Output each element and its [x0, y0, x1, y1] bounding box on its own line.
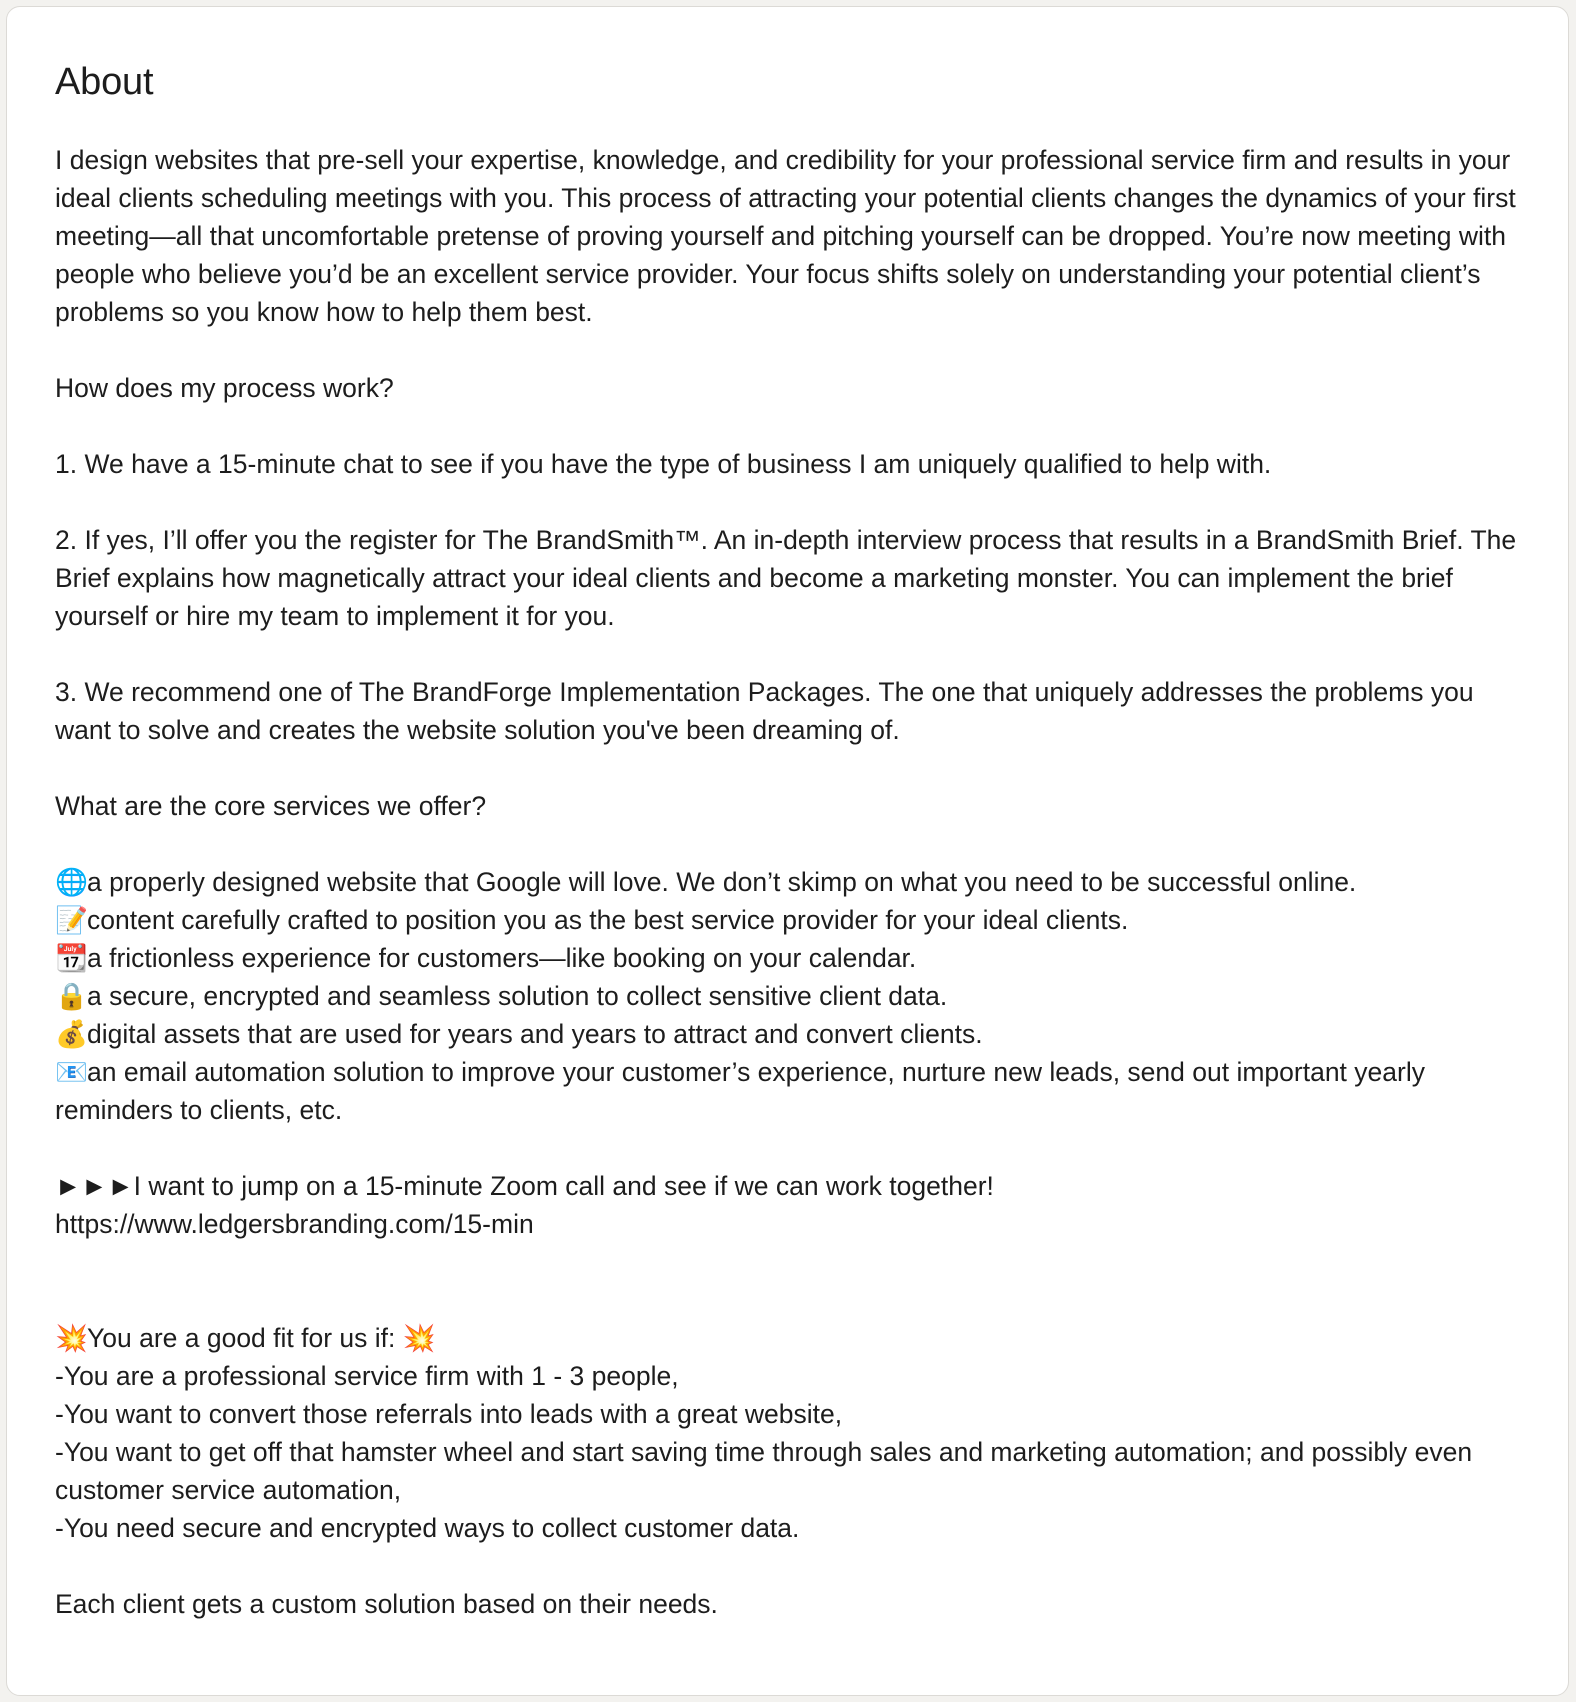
fit-item: -You need secure and encrypted ways to collect customer data.	[55, 1513, 800, 1543]
process-step-3: 3. We recommend one of The BrandForge Implementation Packages. The one that uniquely addresses the problems you want to solve and creates the website solution you've been dreaming of.	[55, 677, 1474, 745]
service-item-website: 🌐a properly designed website that Google will love. We don’t skimp on what you need to be successful online.	[55, 863, 1520, 901]
cta-link: https://www.ledgersbranding.com/15-min	[55, 1209, 534, 1239]
process-heading: How does my process work?	[55, 373, 394, 403]
services-list	[55, 863, 1520, 1129]
intro-paragraph: I design websites that pre-sell your expertise, knowledge, and credibility for your professional service firm and results in your ideal clients scheduling meetings with you. This process of attracting your potential clients changes the dynamics of your first meeting—all that uncomfortable pretense of proving yourself and pitching yourself can be dropped. You’re now meeting with people who believe you’d be an excellent service provider. Your focus shifts solely on understanding your potential client’s problems so you know how to help them best.	[55, 145, 1516, 327]
memo-icon: 📝	[55, 905, 88, 935]
service-item-email: 📧an email automation solution to improve your customer’s experience, nurture new leads, send out important yearly reminders to clients, etc.	[55, 1053, 1520, 1129]
money-bag-icon: 💰	[55, 1019, 88, 1049]
closing-text: Each client gets a custom solution based on their needs.	[55, 1589, 718, 1619]
lock-icon: 🔒	[55, 981, 88, 1011]
service-item-security: 🔒a secure, encrypted and seamless solution to collect sensitive client data.	[55, 977, 1520, 1015]
service-item-content: 📝content carefully crafted to position you as the best service provider for your ideal clients.	[55, 901, 1520, 939]
email-icon: 📧	[55, 1057, 88, 1087]
fit-heading: 💥You are a good fit for us if: 💥	[55, 1319, 1520, 1357]
collision-icon: 💥	[402, 1323, 436, 1353]
collision-icon: 💥	[55, 1323, 88, 1353]
services-heading: What are the core services we offer?	[55, 791, 487, 821]
service-item-booking: 📆a frictionless experience for customers—like booking on your calendar.	[55, 939, 1520, 977]
fit-item: -You want to get off that hamster wheel and start saving time through sales and marketing automation; and possibly even customer service automation,	[55, 1437, 1473, 1505]
calendar-icon: 📆	[55, 943, 88, 973]
globe-icon: 🌐	[55, 867, 88, 897]
process-step-2: 2. If yes, I’ll offer you the register for The BrandSmith™. An in-depth interview process that results in a BrandSmith Brief. The Brief explains how magnetically attract your ideal clients and become a marketing monster. You can implement the brief yourself or hire my team to implement it for you.	[55, 525, 1517, 631]
about-body	[55, 141, 1520, 1623]
fit-item: -You want to convert those referrals into leads with a great website,	[55, 1399, 843, 1429]
cta-text: ►►►I want to jump on a 15-minute Zoom call and see if we can work together!	[55, 1171, 994, 1201]
process-step-1: 1. We have a 15-minute chat to see if you have the type of business I am uniquely qualified to help with.	[55, 449, 1272, 479]
service-item-assets: 💰digital assets that are used for years and years to attract and convert clients.	[55, 1015, 1520, 1053]
about-card	[6, 6, 1569, 1696]
section-title: About	[55, 61, 154, 103]
fit-item: -You are a professional service firm with 1 - 3 people,	[55, 1361, 679, 1391]
